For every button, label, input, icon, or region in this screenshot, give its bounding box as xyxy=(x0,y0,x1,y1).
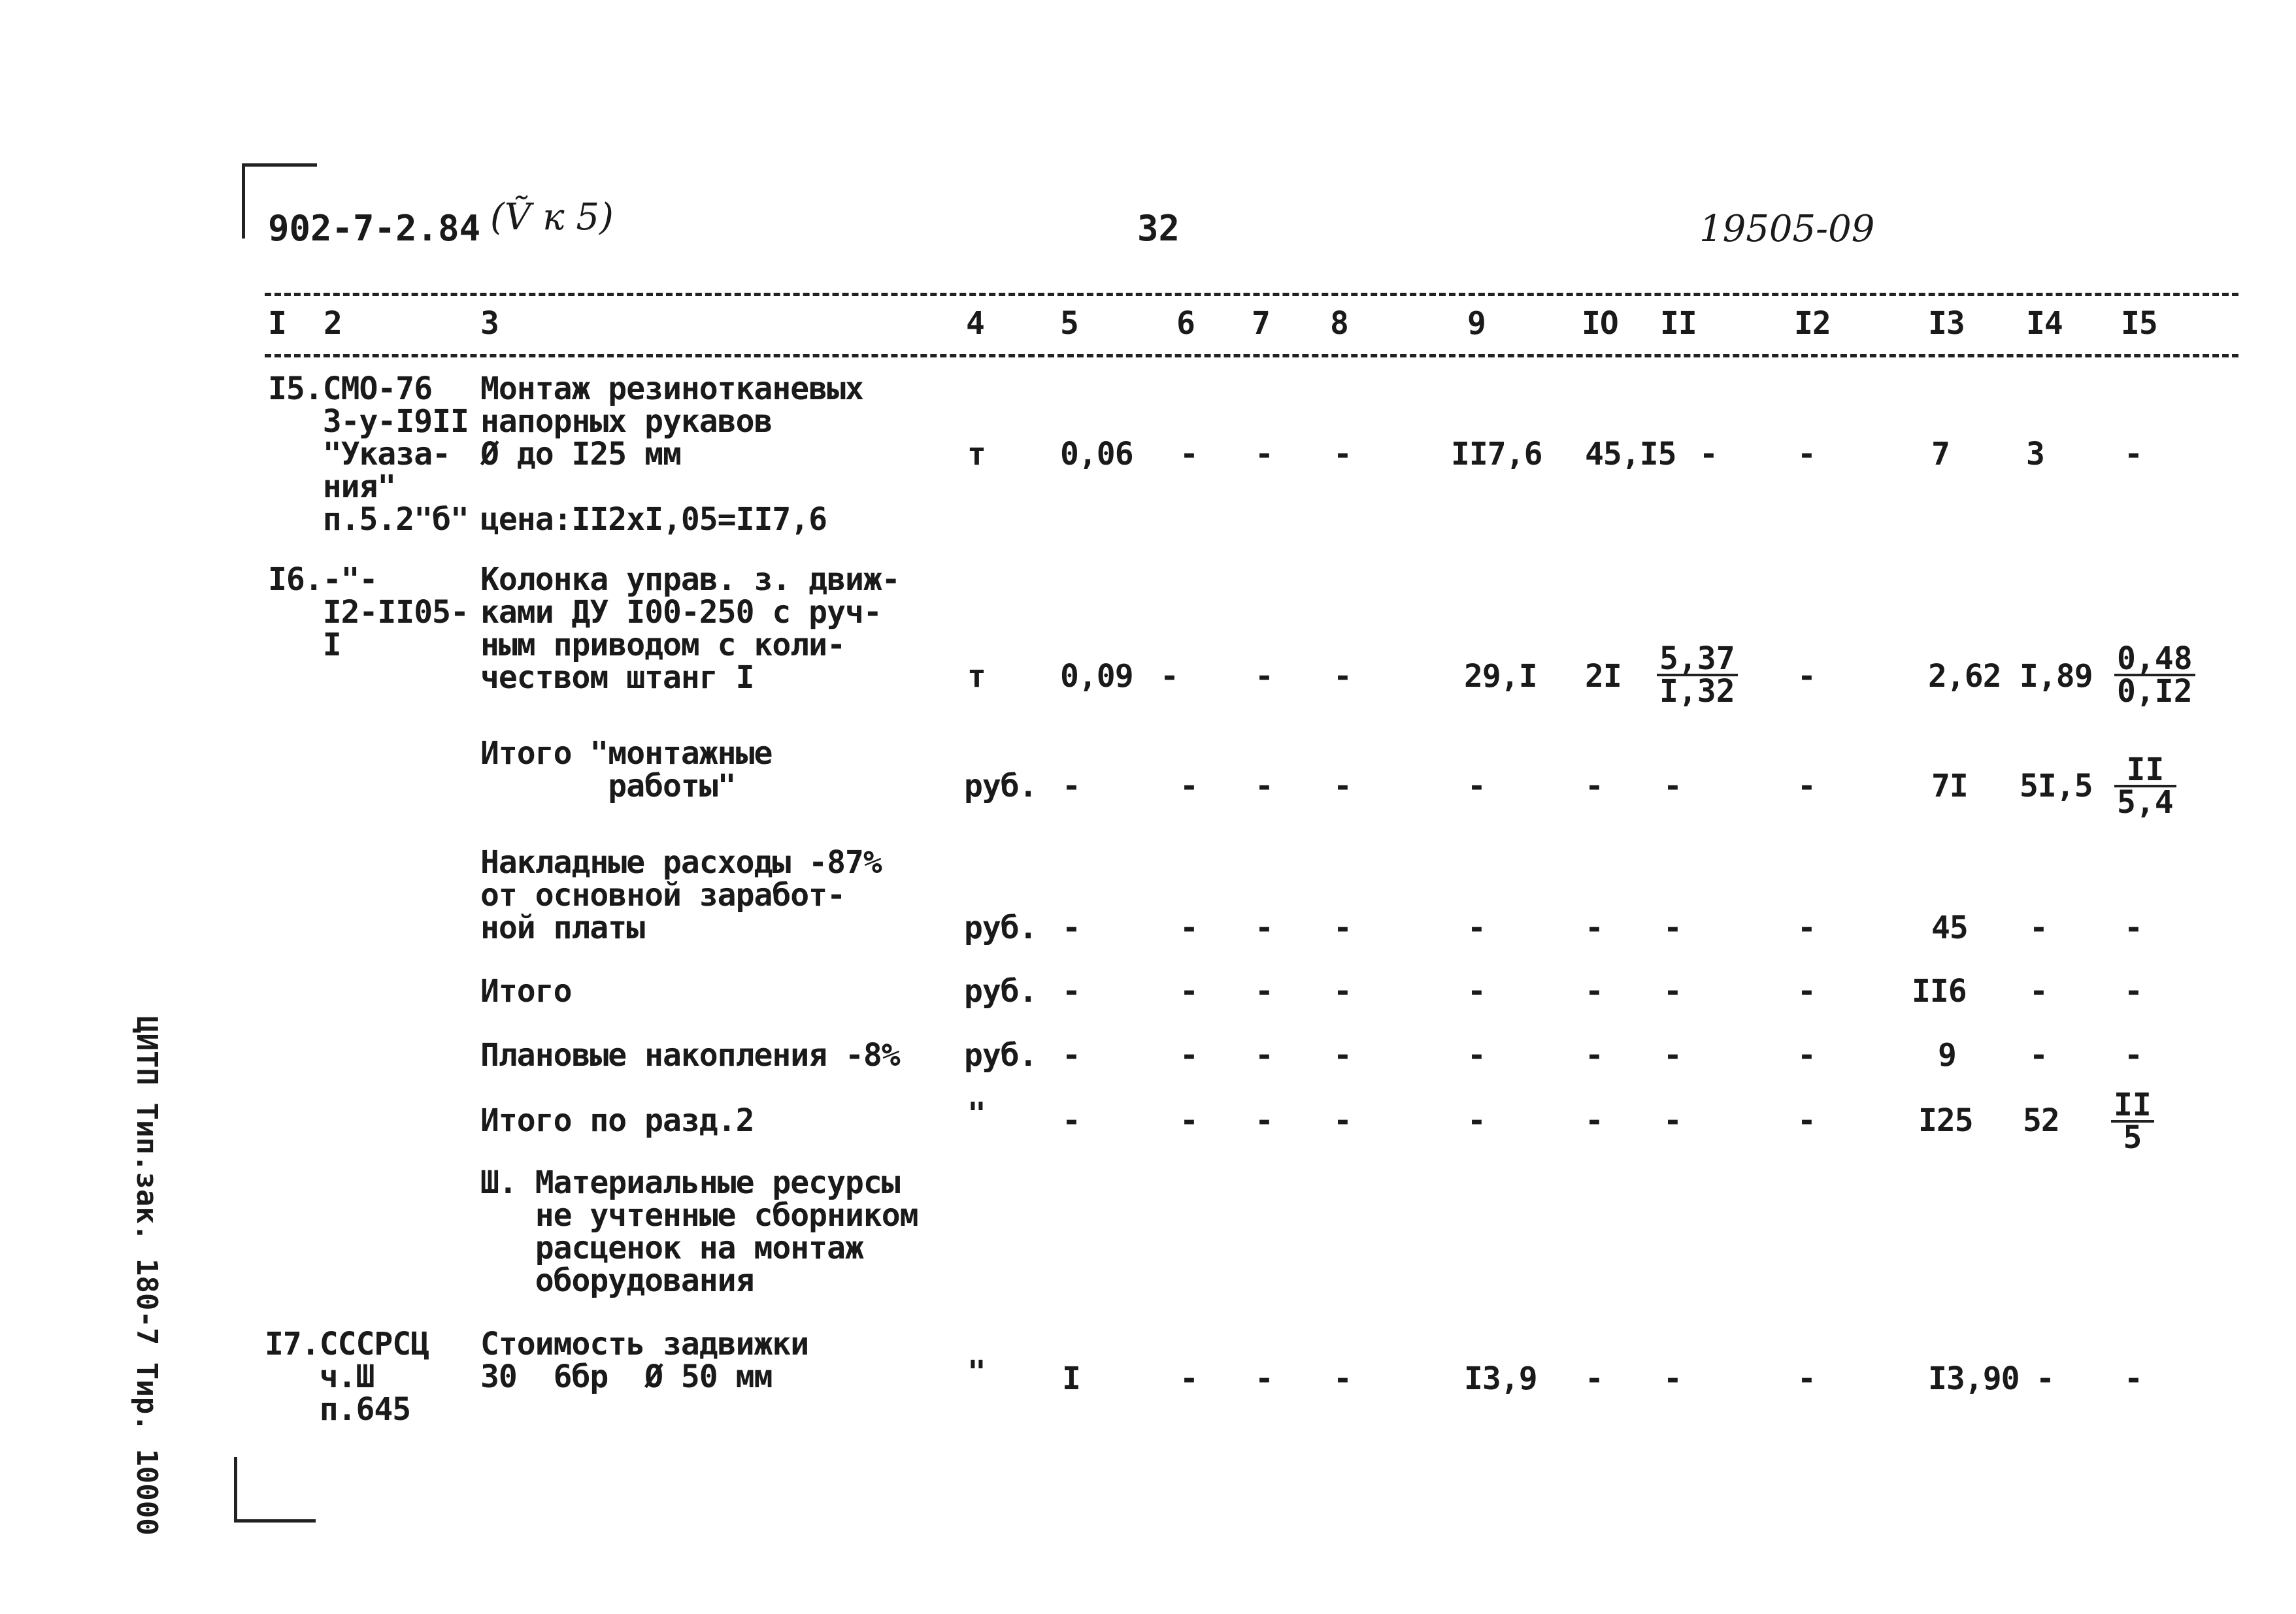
subtotal-installation-label: Итого "монтажные работы" xyxy=(480,735,773,804)
col-header-12: I2 xyxy=(1794,305,1831,342)
row17-col6: - xyxy=(1180,1360,1198,1397)
row15-col8: - xyxy=(1333,436,1352,472)
section2-total-col15-numerator: II xyxy=(2111,1090,2154,1123)
row17-col13: I3,90 xyxy=(1928,1360,2020,1397)
row16-unit: т xyxy=(967,658,986,695)
row16-col13: 2,62 xyxy=(1928,658,2001,695)
section2-total-label: Итого по разд.2 xyxy=(480,1102,754,1139)
planned-savings-col6: - xyxy=(1180,1037,1198,1074)
planned-savings-col7: - xyxy=(1255,1037,1273,1074)
planned-savings-col10: - xyxy=(1585,1037,1603,1074)
col-header-8: 8 xyxy=(1330,305,1348,342)
subtotal-installation-col15-numerator: II xyxy=(2114,755,2176,787)
col-header-9: 9 xyxy=(1467,305,1486,342)
row16-col9: 29,I xyxy=(1464,658,1537,695)
col-header-4: 4 xyxy=(966,305,984,342)
row17-col5: I xyxy=(1062,1360,1080,1397)
subtotal-installation-col6: - xyxy=(1180,768,1198,804)
overhead-col12: - xyxy=(1797,910,1816,946)
total-col7: - xyxy=(1255,973,1273,1010)
planned-savings-col5: - xyxy=(1062,1037,1080,1074)
row16-col8: - xyxy=(1333,658,1352,695)
planned-savings-col15: - xyxy=(2124,1037,2142,1074)
row17-col7: - xyxy=(1255,1360,1273,1397)
row16-description: Колонка управ. з. движ- ками ДУ I00-250 с руч- ным приводом с коли- чеством штанг I xyxy=(480,561,900,696)
row15-col6: - xyxy=(1180,436,1198,472)
page-number: 32 xyxy=(1137,208,1180,249)
overhead-unit: руб. xyxy=(964,910,1037,946)
row16-col12: - xyxy=(1797,658,1816,695)
subtotal-installation-col10: - xyxy=(1585,768,1603,804)
row15-col5: 0,06 xyxy=(1060,436,1133,472)
planned-savings-col11: - xyxy=(1663,1037,1682,1074)
row16-col7: - xyxy=(1255,658,1273,695)
subtotal-installation-col15-fraction xyxy=(2114,751,2176,821)
row15-col15: - xyxy=(2124,436,2142,472)
row15-col12: - xyxy=(1797,436,1816,472)
section2-total-col10: - xyxy=(1585,1102,1603,1139)
col-header-7: 7 xyxy=(1252,305,1270,342)
total-label: Итого xyxy=(480,973,572,1010)
overhead-col9: - xyxy=(1467,910,1486,946)
row16-col5: 0,09 xyxy=(1060,658,1133,695)
section2-total-col15-denominator: 5 xyxy=(2123,1119,2142,1156)
col-header-2: 2 xyxy=(324,305,342,342)
header-bottom-rule xyxy=(265,354,2238,357)
section2-total-col15-fraction xyxy=(2111,1087,2154,1156)
overhead-col10: - xyxy=(1585,910,1603,946)
row15-col9: II7,6 xyxy=(1451,436,1542,472)
total-col12: - xyxy=(1797,973,1816,1010)
overhead-col7: - xyxy=(1255,910,1273,946)
row16-code: I6.-"- I2-II05- I xyxy=(268,561,469,663)
section2-total-col7: - xyxy=(1255,1102,1273,1139)
section2-total-unit: " xyxy=(967,1096,986,1132)
row17-col10: - xyxy=(1585,1360,1603,1397)
overhead-label: Накладные расходы -87% от основной заработ- ной платы xyxy=(480,844,882,946)
row17-code: I7.СССРСЦ ч.Ш п.645 xyxy=(265,1326,429,1428)
section2-total-col14: 52 xyxy=(2023,1102,2059,1139)
planned-savings-col12: - xyxy=(1797,1037,1816,1074)
section3-heading: Ш. Материальные ресурсы не учтенные сборником расценок на монтаж оборудования xyxy=(480,1164,918,1299)
col-header-11: II xyxy=(1660,305,1697,342)
row17-col14: - xyxy=(2036,1360,2054,1397)
col-header-5: 5 xyxy=(1060,305,1078,342)
planned-savings-col8: - xyxy=(1333,1037,1352,1074)
row16-col14: I,89 xyxy=(2020,658,2093,695)
planned-savings-label: Плановые накопления -8% xyxy=(480,1037,900,1074)
row17-col8: - xyxy=(1333,1360,1352,1397)
row17-description: Стоимость задвижки 30 6бр Ø 50 мм xyxy=(480,1326,809,1395)
col-header-13: I3 xyxy=(1928,305,1965,342)
section2-total-col13: I25 xyxy=(1918,1102,1973,1139)
subtotal-installation-col9: - xyxy=(1467,768,1486,804)
overhead-col11: - xyxy=(1663,910,1682,946)
row15-description: Монтаж резинотканевых напорных рукавов Ø до I25 мм цена:II2хI,05=II7,6 xyxy=(480,371,863,538)
row15-code: I5.СМО-76 3-у-I9II "Указа- ния" п.5.2"б" xyxy=(268,371,469,538)
total-col9: - xyxy=(1467,973,1486,1010)
subtotal-installation-col8: - xyxy=(1333,768,1352,804)
total-col10: - xyxy=(1585,973,1603,1010)
doc-code: 902-7-2.84 xyxy=(268,208,481,249)
subtotal-installation-col11: - xyxy=(1663,768,1682,804)
subtotal-installation-col15-denominator: 5,4 xyxy=(2117,784,2174,821)
subtotal-installation-col7: - xyxy=(1255,768,1273,804)
section2-total-col12: - xyxy=(1797,1102,1816,1139)
total-col6: - xyxy=(1180,973,1198,1010)
col-header-1: I xyxy=(268,305,286,342)
overhead-col15: - xyxy=(2124,910,2142,946)
row17-unit: " xyxy=(967,1354,986,1391)
total-col11: - xyxy=(1663,973,1682,1010)
row16-col10: 2I xyxy=(1585,658,1622,695)
subtotal-installation-col13: 7I xyxy=(1931,768,1968,804)
archive-number: 19505-09 xyxy=(1699,208,1875,250)
row16-col6: - xyxy=(1160,658,1178,695)
overhead-col6: - xyxy=(1180,910,1198,946)
total-col15: - xyxy=(2124,973,2142,1010)
overhead-col8: - xyxy=(1333,910,1352,946)
col-header-6: 6 xyxy=(1176,305,1195,342)
total-col8: - xyxy=(1333,973,1352,1010)
total-unit: руб. xyxy=(964,973,1037,1010)
side-print-stamp: ЦИТП Тип.зак. 180-7 Тир. 10000 xyxy=(130,1016,163,1536)
col-header-3: 3 xyxy=(480,305,499,342)
planned-savings-col9: - xyxy=(1467,1037,1486,1074)
row17-col15: - xyxy=(2124,1360,2142,1397)
subtotal-installation-col12: - xyxy=(1797,768,1816,804)
row17-col11: - xyxy=(1663,1360,1682,1397)
planned-savings-unit: руб. xyxy=(964,1037,1037,1074)
subtotal-installation-col14: 5I,5 xyxy=(2020,768,2093,804)
frame-corner-bottom-left xyxy=(234,1457,316,1523)
row15-unit: т xyxy=(967,436,986,472)
row15-col7: - xyxy=(1255,436,1273,472)
row16-col11-fraction xyxy=(1657,640,1738,710)
subtotal-installation-col5: - xyxy=(1062,768,1080,804)
row17-col12: - xyxy=(1797,1360,1816,1397)
overhead-col14: - xyxy=(2029,910,2048,946)
handwritten-note: (Ṽ к 5) xyxy=(490,196,614,239)
overhead-col13: 45 xyxy=(1931,910,1968,946)
row15-col10: 45,I5 xyxy=(1585,436,1676,472)
row17-col9: I3,9 xyxy=(1464,1360,1537,1397)
row16-col11-numerator: 5,37 xyxy=(1657,644,1738,676)
section2-total-col11: - xyxy=(1663,1102,1682,1139)
header-top-rule xyxy=(265,293,2238,296)
overhead-col5: - xyxy=(1062,910,1080,946)
col-header-14: I4 xyxy=(2026,305,2063,342)
row16-col15-numerator: 0,48 xyxy=(2114,644,2195,676)
row16-col15-fraction xyxy=(2114,640,2195,710)
row16-col11-denominator: I,32 xyxy=(1659,673,1735,710)
section2-total-col6: - xyxy=(1180,1102,1198,1139)
planned-savings-col14: - xyxy=(2029,1037,2048,1074)
col-header-10: IO xyxy=(1582,305,1618,342)
planned-savings-col13: 9 xyxy=(1938,1037,1956,1074)
section2-total-col9: - xyxy=(1467,1102,1486,1139)
subtotal-installation-unit: руб. xyxy=(964,768,1037,804)
row15-col11: - xyxy=(1699,436,1718,472)
total-col14: - xyxy=(2029,973,2048,1010)
row15-col13: 7 xyxy=(1931,436,1950,472)
col-header-15: I5 xyxy=(2121,305,2157,342)
total-col5: - xyxy=(1062,973,1080,1010)
section2-total-col5: - xyxy=(1062,1102,1080,1139)
section2-total-col8: - xyxy=(1333,1102,1352,1139)
row16-col15-denominator: 0,I2 xyxy=(2117,673,2193,710)
row15-col14: 3 xyxy=(2026,436,2044,472)
total-col13: II6 xyxy=(1912,973,1967,1010)
